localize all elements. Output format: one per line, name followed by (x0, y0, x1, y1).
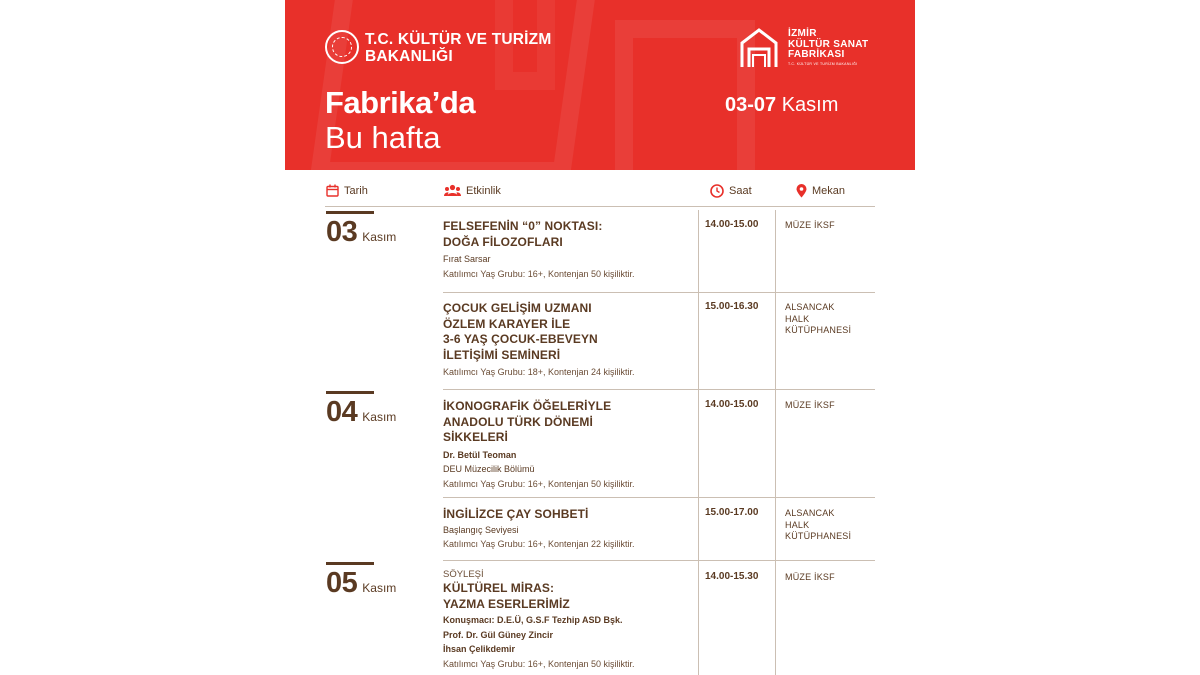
clock-icon (710, 184, 724, 198)
row-divider (443, 292, 875, 293)
day-separator (326, 391, 374, 394)
event-person: Fırat Sarsar (443, 254, 491, 264)
event-time: 14.00-15.00 (705, 399, 759, 410)
iksf-logo-icon (738, 27, 780, 69)
column-header-date (326, 184, 368, 197)
event-meta: Katılımcı Yaş Grubu: 16+, Kontenjan 50 kişiliktir. (443, 478, 635, 489)
event-meta: Katılımcı Yaş Grubu: 16+, Kontenjan 50 kişiliktir. (443, 658, 635, 669)
poster-header (285, 0, 915, 170)
event-meta: Katılımcı Yaş Grubu: 16+, Kontenjan 50 kişiliktir. (443, 268, 635, 279)
event-level: Başlangıç Seviyesi (443, 524, 519, 535)
event-person-affiliation: DEU Müzecilik Bölümü (443, 464, 535, 474)
day-month: Kasım (362, 410, 397, 424)
event-speaker: Konuşmacı: D.E.Ü, G.S.F Tezhip ASD Bşk. (443, 615, 623, 625)
event-title-line: FELSEFENİN “0” NOKTASI: (443, 219, 603, 233)
event-title-line: 3-6 YAŞ ÇOCUK-EBEVEYN (443, 332, 598, 346)
event-time: 14.00-15.30 (705, 571, 759, 582)
day-number: 03 (326, 216, 358, 248)
ministry-emblem-icon (325, 30, 359, 64)
date-range-days: 03-07 (725, 94, 777, 116)
event-title-line: İKONOGRAFİK ÖĞELERİYLE (443, 399, 612, 413)
poster-title: Fabrika’da (325, 85, 476, 120)
day-number: 05 (326, 567, 358, 599)
day-label (326, 396, 396, 429)
event-title-line: KÜLTÜREL MİRAS: (443, 581, 555, 595)
column-header-time (710, 184, 752, 198)
event-item (443, 219, 698, 281)
event-item (443, 507, 698, 551)
event-meta: Katılımcı Yaş Grubu: 16+, Kontenjan 22 kişiliktir. (443, 539, 635, 549)
event-venue-line: KÜTÜPHANESİ (785, 325, 852, 335)
row-divider (443, 497, 875, 498)
ministry-name (365, 31, 551, 65)
event-item (443, 569, 698, 671)
iksf-name-line1: İZMİR (788, 28, 817, 39)
day-label (326, 567, 396, 600)
column-divider (698, 210, 699, 675)
column-header-event (444, 184, 501, 197)
event-venue-line: ALSANCAK (785, 508, 835, 518)
column-header-event-label: Etkinlik (466, 184, 501, 197)
event-venue-line: MÜZE İKSF (785, 400, 835, 410)
date-range-month: Kasım (781, 94, 839, 116)
day-month: Kasım (362, 230, 397, 244)
row-divider (443, 389, 875, 390)
calendar-icon (326, 184, 339, 197)
day-month: Kasım (362, 581, 397, 595)
column-header-venue-label: Mekan (812, 185, 846, 197)
event-person: Dr. Betül Teoman (443, 449, 517, 460)
row-divider (443, 560, 875, 561)
event-venue-line: HALK (785, 313, 810, 324)
iksf-name-line3: FABRİKASI (788, 49, 845, 60)
ministry-name-line1: T.C. KÜLTÜR VE TURİZM (365, 31, 552, 48)
event-poster (285, 0, 915, 675)
event-title-line: İLETİŞİMİ SEMİNERİ (443, 347, 561, 362)
event-title-line: YAZMA ESERLERİMİZ (443, 596, 570, 611)
event-category: SÖYLEŞİ (443, 569, 484, 580)
event-time: 15.00-16.30 (705, 301, 759, 312)
iksf-name-line2: KÜLTÜR SANAT (788, 38, 869, 50)
event-speaker: Prof. Dr. Gül Güney Zincir (443, 629, 554, 640)
event-venue (785, 508, 851, 543)
event-meta: Katılımcı Yaş Grubu: 18+, Kontenjan 24 kişiliktir. (443, 367, 635, 377)
day-separator (326, 211, 374, 214)
event-venue (785, 400, 835, 412)
day-separator (326, 562, 374, 565)
event-time: 14.00-15.00 (705, 219, 759, 230)
event-item (443, 301, 698, 379)
people-icon (444, 184, 461, 197)
event-title-line: DOĞA FİLOZOFLARI (443, 234, 563, 249)
event-title-line: İNGİLİZCE ÇAY SOHBETİ (443, 507, 589, 521)
column-header-time-label: Saat (729, 185, 752, 197)
event-venue-line: MÜZE İKSF (785, 572, 835, 582)
event-venue-line: KÜTÜPHANESİ (785, 531, 852, 541)
column-header-venue (796, 184, 845, 198)
iksf-name (788, 29, 868, 61)
column-divider (775, 210, 776, 675)
event-title-line: ANADOLU TÜRK DÖNEMİ (443, 414, 593, 429)
event-item (443, 399, 698, 491)
event-title-line: ÇOCUK GELİŞİM UZMANI (443, 301, 592, 315)
iksf-subtitle: T.C. KÜLTÜR VE TURİZM BAKANLIĞI (788, 62, 858, 66)
header-divider (325, 206, 875, 207)
location-pin-icon (796, 184, 807, 198)
event-title-line: ÖZLEM KARAYER İLE (443, 316, 571, 331)
event-venue (785, 572, 835, 584)
event-venue-line: HALK (785, 519, 810, 530)
event-venue-line: ALSANCAK (785, 302, 835, 312)
event-venue (785, 220, 835, 232)
event-title-line: SİKKELERİ (443, 430, 508, 444)
date-range (725, 94, 838, 116)
day-number: 04 (326, 396, 358, 428)
day-label (326, 216, 396, 249)
event-time: 15.00-17.00 (705, 507, 759, 518)
ministry-name-line2: BAKANLIĞI (365, 48, 453, 65)
event-speaker: İhsan Çelikdemir (443, 644, 516, 654)
event-venue-line: MÜZE İKSF (785, 220, 835, 230)
poster-subtitle: Bu hafta (325, 120, 441, 155)
column-header-date-label: Tarih (344, 184, 368, 197)
event-venue (785, 302, 851, 337)
